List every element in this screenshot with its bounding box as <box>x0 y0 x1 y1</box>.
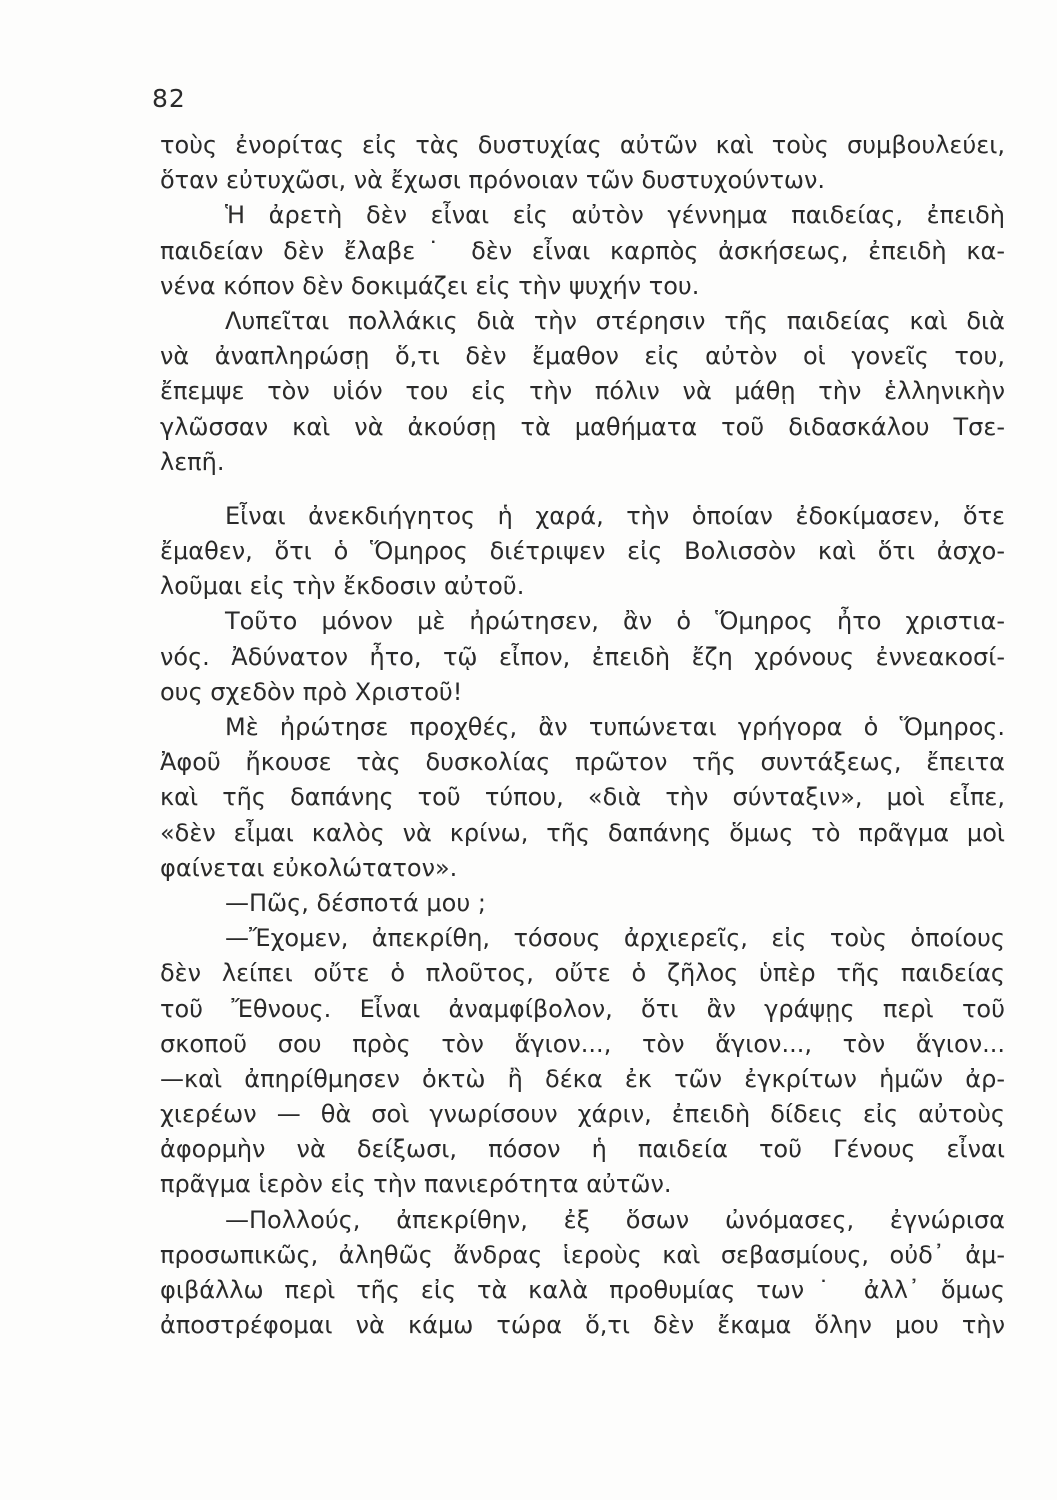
text-line: δὲν λείπει οὔτε ὁ πλοῦτος, οὔτε ὁ ζῆλος ὑπὲρ τῆς παιδείας <box>160 959 1005 988</box>
text-line: λοῦμαι εἰς τὴν ἔκδοσιν αὐτοῦ. <box>160 572 525 601</box>
text-line: ὅταν εὐτυχῶσι, νὰ ἔχωσι πρόνοιαν τῶν δυστυχούντων. <box>160 166 826 195</box>
text-line: παιδείαν δὲν ἔλαβε˙ δὲν εἶναι καρπὸς ἀσκήσεως, ἐπειδὴ κα- <box>160 236 1005 265</box>
text-line: νένα κόπον δὲν δοκιμάζει εἰς τὴν ψυχήν του. <box>160 271 700 300</box>
text-line: τοὺς ἐνορίτας εἰς τὰς δυστυχίας αὐτῶν καὶ τοὺς συμβουλεύει, <box>160 131 1005 159</box>
text-line: Εἶναι ἀνεκδιήγητος ἡ χαρά, τὴν ὁποίαν ἐδοκίμασεν, ὅτε <box>225 501 1005 530</box>
text-line: σκοποῦ σου πρὸς τὸν ἅγιον..., τὸν ἅγιον..., τὸν ἅγιον... <box>160 1029 1005 1058</box>
text-line: λεπῆ. <box>160 447 225 476</box>
text-line: «δὲν εἶμαι καλὸς νὰ κρίνω, τῆς δαπάνης ὅμως τὸ πρᾶγμα μοὶ <box>160 818 1005 847</box>
text-line: Μὲ ἠρώτησε προχθές, ἂν τυπώνεται γρήγορα ὁ Ὅμηρος. <box>225 713 1005 741</box>
text-line: φιβάλλω περὶ τῆς εἰς τὰ καλὰ προθυμίας των˙ ἀλλ᾽ ὅμως <box>160 1276 1005 1304</box>
text-line: Ἡ ἀρετὴ δὲν εἶναι εἰς αὐτὸν γέννημα παιδείας, ἐπειδὴ <box>225 201 1005 230</box>
text-line: Ἀφοῦ ἤκουσε τὰς δυσκολίας πρῶτον τῆς συντάξεως, ἔπειτα <box>160 748 1005 777</box>
text-line: φαίνεται εὐκολώτατον». <box>160 853 458 882</box>
text-line: ἔπεμψε τὸν υἱόν του εἰς τὴν πόλιν νὰ μάθῃ τὴν ἑλληνικὴν <box>160 377 1005 406</box>
text-line: —Πολλούς, ἀπεκρίθην, ἐξ ὅσων ὠνόμασες, ἐγνώρισα <box>225 1205 1005 1234</box>
text-line: —καὶ ἀπηρίθμησεν ὀκτὼ ἢ δέκα ἐκ τῶν ἐγκρίτων ἡμῶν ἀρ- <box>160 1064 1005 1093</box>
text-line: πρᾶγμα ἱερὸν εἰς τὴν πανιερότητα αὐτῶν. <box>160 1170 672 1199</box>
text-line: Τοῦτο μόνον μὲ ἠρώτησεν, ἂν ὁ Ὅμηρος ἦτο χριστια- <box>225 607 1005 636</box>
body-text <box>160 128 1005 1343</box>
text-line: τοῦ Ἔθνους. Εἶναι ἀναμφίβολον, ὅτι ἂν γράψῃς περὶ τοῦ <box>160 994 1005 1023</box>
text-line: ἔμαθεν, ὅτι ὁ Ὅμηρος διέτριψεν εἰς Βολισσὸν καὶ ὅτι ἀσχο- <box>160 537 1005 566</box>
text-line: νός. Ἀδύνατον ἦτο, τῷ εἶπον, ἐπειδὴ ἔζη χρόνους ἐννεακοσί- <box>160 642 1005 671</box>
text-line: ἀποστρέφομαι νὰ κάμω τώρα ὅ,τι δὲν ἔκαμα ὅλην μου τὴν <box>160 1311 1005 1340</box>
text-line: καὶ τῆς δαπάνης τοῦ τύπου, «διὰ τὴν σύνταξιν», μοὶ εἶπε, <box>160 783 1005 812</box>
text-line: προσωπικῶς, ἀληθῶς ἄνδρας ἱεροὺς καὶ σεβασμίους, οὐδ᾽ ἀμ- <box>160 1240 1005 1269</box>
text-line: ἀφορμὴν νὰ δείξωσι, πόσον ἡ παιδεία τοῦ Γένους εἶναι <box>160 1135 1005 1164</box>
text-line: γλῶσσαν καὶ νὰ ἀκούσῃ τὰ μαθήματα τοῦ διδασκάλου Τσε- <box>160 412 1005 441</box>
text-line: νὰ ἀναπληρώσῃ ὅ,τι δὲν ἔμαθον εἰς αὐτὸν οἱ γονεῖς του, <box>160 342 1005 371</box>
text-line: —Ἔχομεν, ἀπεκρίθη, τόσους ἀρχιερεῖς, εἰς τοὺς ὁποίους <box>225 924 1005 953</box>
page-number: 82 <box>152 84 186 113</box>
text-line: —Πῶς, δέσποτά μου ; <box>225 888 486 917</box>
text-line: Λυπεῖται πολλάκις διὰ τὴν στέρησιν τῆς παιδείας καὶ διὰ <box>225 306 1005 335</box>
text-line: χιερέων — θὰ σοὶ γνωρίσουν χάριν, ἐπειδὴ δίδεις εἰς αὐτοὺς <box>160 1100 1005 1129</box>
text-line: ους σχεδὸν πρὸ Χριστοῦ! <box>160 677 463 706</box>
